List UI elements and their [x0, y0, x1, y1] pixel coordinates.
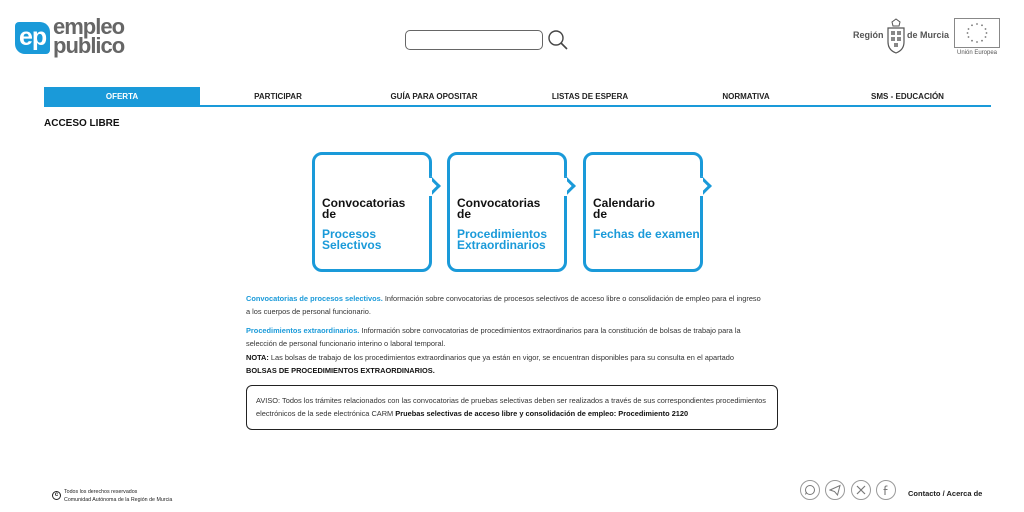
info-note: NOTA: Las bolsas de trabajo de los procedimientos extraordinarios que ya están en vigor, se encuentran disponibles para su consulta en el apartado BOLSAS DE PROCEDIMIENTOS EXTRAORDINARIOS. [246, 353, 734, 375]
region-label-murcia: de Murcia [907, 30, 950, 40]
link-bolsas-procedimientos[interactable]: BOLSAS DE PROCEDIMIENTOS EXTRAORDINARIOS. [246, 366, 435, 375]
eu-logo[interactable] [954, 18, 1000, 58]
logo-word-publico: publico [53, 33, 125, 58]
footer-links [908, 489, 982, 498]
card-title: Convocatorias de [322, 196, 406, 221]
nav-normativa[interactable]: NORMATIVA [722, 91, 770, 101]
note-label: NOTA: [246, 353, 269, 362]
nav-sms-educacion[interactable]: SMS - EDUCACIÓN [871, 91, 944, 101]
eu-label: Unión Europea [956, 50, 998, 56]
nav-listas-de-espera[interactable]: LISTAS DE ESPERA [551, 91, 629, 101]
card-title: Calendario de [593, 196, 656, 221]
link-contacto[interactable]: Contacto [908, 489, 941, 498]
info-procedimientos-extraordinarios: Procedimientos extraordinarios. Información sobre convocatorias de procedimientos extraordinarios para la constitución de bolsas de trabajo para la selección de personal funcionario interino o laboral temporal. [246, 326, 741, 348]
nav-guia-para-opositar[interactable]: GUÍA PARA OPOSITAR [390, 91, 478, 101]
search-icon[interactable] [547, 29, 569, 51]
site-logo[interactable] [15, 16, 127, 62]
card-subtitle: Procedimientos Extraordinarios [457, 227, 548, 252]
link-procedimiento-2120[interactable]: Pruebas selectivas de acceso libre y consolidación de empleo: Procedimiento 2120 [395, 409, 689, 418]
link-procesos-selectivos[interactable]: Convocatorias de procesos selectivos. [246, 294, 383, 303]
region-label: Región [853, 30, 884, 40]
telegram-icon[interactable] [825, 480, 845, 500]
card-procedimientos-extraordinarios[interactable] [447, 152, 567, 272]
aviso-notice: AVISO: Todos los trámites relacionados con las convocatorias de pruebas selectivas deben ser realizados a través de sus correspondientes procedimientos electrónicos de la sede electrónica CARM Pruebas selectivas de acceso libre y consolidación de empleo: Procedimiento 2120 [246, 385, 778, 430]
whatsapp-icon[interactable] [800, 480, 820, 500]
logo-badge: ep [15, 22, 50, 54]
eu-flag-icon [954, 18, 1000, 48]
link-acerca-de[interactable]: / Acerca de [942, 489, 983, 498]
page-title: ACCESO LIBRE [44, 118, 120, 129]
logo-word-empleo: empleo [53, 14, 125, 39]
nav-oferta[interactable]: OFERTA [44, 87, 200, 105]
copyright-icon: c [52, 491, 61, 500]
card-procesos-selectivos[interactable] [312, 152, 432, 272]
card-title: Convocatorias de [457, 196, 541, 221]
search-input[interactable] [405, 30, 543, 50]
main-nav [44, 87, 991, 107]
card-calendario-examen[interactable] [583, 152, 703, 272]
crest-icon [884, 18, 908, 56]
nav-participar[interactable]: PARTICIPAR [254, 91, 302, 101]
card-subtitle: Procesos Selectivos [322, 227, 382, 252]
facebook-icon[interactable] [876, 480, 896, 500]
x-twitter-icon[interactable] [851, 480, 871, 500]
link-procedimientos-extraordinarios[interactable]: Procedimientos extraordinarios. [246, 326, 360, 335]
info-procesos-selectivos: Convocatorias de procesos selectivos. Información sobre convocatorias de procesos selectivos de acceso libre o consolidación de empleo para el ingreso a los cuerpos de personal funcionario. [246, 294, 761, 316]
card-subtitle: Fechas de examen [593, 227, 700, 241]
